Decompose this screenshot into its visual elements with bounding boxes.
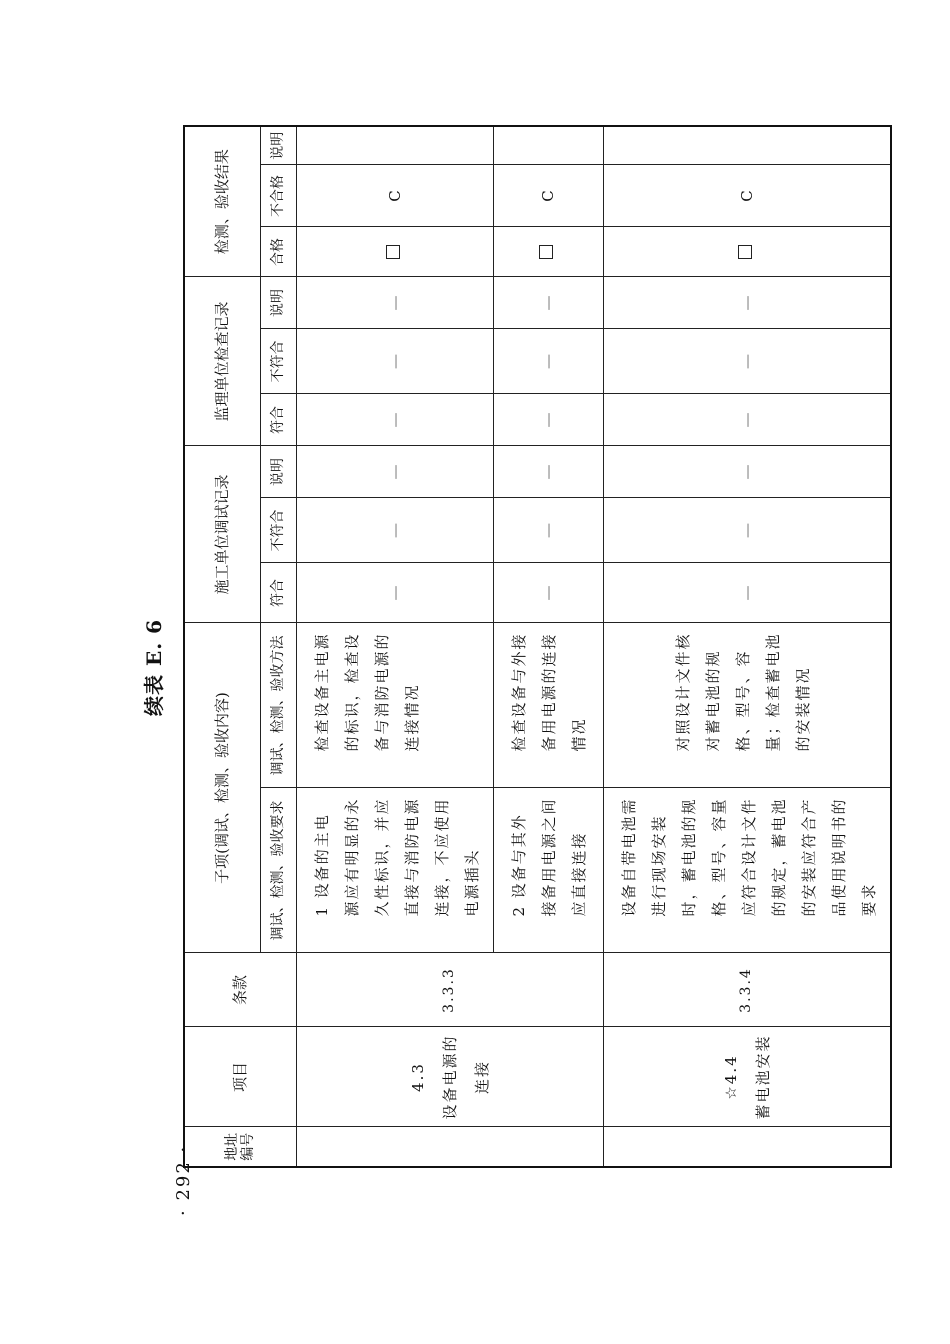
clause-cell: 3.3.3 (296, 953, 603, 1027)
requirement-cell (296, 788, 493, 953)
method-cell (296, 623, 493, 788)
dash-mark: — (296, 563, 493, 623)
dash-mark: — (493, 277, 603, 329)
dash-mark: — (493, 394, 603, 446)
qualified-checkbox[interactable] (296, 227, 493, 277)
dash-mark: — (603, 277, 891, 329)
table-row (603, 126, 891, 1167)
contractor-note-header: 说明 (260, 446, 296, 498)
unqualified-mark[interactable]: C (603, 165, 891, 227)
result-note-header: 说明 (260, 126, 296, 165)
requirement-text: 2 设备与其外接备用电源之间应直接连接 (509, 797, 588, 917)
method-text: 检查设备主电源的标识，检查设备与消防电源的连接情况 (312, 632, 421, 752)
requirement-cell (493, 788, 603, 953)
dash-mark: — (296, 277, 493, 329)
result-note-cell (296, 126, 493, 165)
project-name: 设备电源的连接 (440, 1034, 491, 1120)
project-cell (296, 1027, 603, 1127)
table-caption: 续表 E. 6 (142, 618, 166, 716)
header-address-code: 地址编号 (184, 1127, 296, 1167)
address-cell (603, 1127, 891, 1167)
dash-mark: — (603, 394, 891, 446)
project-number: ☆4.4 (721, 1054, 740, 1100)
header-subitem: 子项(调试、检测、验收内容) (184, 623, 260, 953)
dash-mark: — (296, 498, 493, 563)
checkbox-icon (738, 245, 752, 259)
page-number: · 292 · (173, 1144, 194, 1216)
header-requirement: 调试、检测、验收要求 (260, 788, 296, 953)
dash-mark: — (493, 446, 603, 498)
result-qualified-header: 合格 (260, 227, 296, 277)
qualified-checkbox[interactable] (493, 227, 603, 277)
method-cell (603, 623, 891, 788)
requirement-text: 设备自带电池需进行现场安装时，蓄电池的规格、型号、容量应符合设计文件的规定，蓄电池的安装应符合产品使用说明书的要求 (619, 797, 878, 917)
checkbox-icon (539, 245, 553, 259)
dash-mark: — (603, 329, 891, 394)
dash-mark: — (603, 563, 891, 623)
requirement-text: 1 设备的主电源应有明显的永久性标识，并应直接与消防电源连接，不应使用电源插头 (312, 797, 481, 917)
checkbox-icon (386, 245, 400, 259)
header-contractor: 施工单位调试记录 (184, 446, 260, 623)
acceptance-table (183, 125, 892, 1168)
method-text: 对照设计文件核对蓄电池的规格、型号、容量；检查蓄电池的安装情况 (673, 632, 812, 752)
supervisor-conform-header: 符合 (260, 394, 296, 446)
header-method: 调试、检测、验收方法 (260, 623, 296, 788)
dash-mark: — (493, 498, 603, 563)
requirement-cell (603, 788, 891, 953)
result-note-cell (603, 126, 891, 165)
unqualified-mark[interactable]: C (296, 165, 493, 227)
dash-mark: — (296, 394, 493, 446)
table-row (296, 126, 493, 1167)
unqualified-mark[interactable]: C (493, 165, 603, 227)
contractor-conform-header: 符合 (260, 563, 296, 623)
address-cell (296, 1127, 603, 1167)
header-supervisor: 监理单位检查记录 (184, 277, 260, 446)
dash-mark: — (493, 563, 603, 623)
dash-mark: — (603, 446, 891, 498)
dash-mark: — (296, 446, 493, 498)
header-clause: 条款 (184, 953, 296, 1027)
result-note-cell (493, 126, 603, 165)
header-item: 项目 (184, 1027, 296, 1127)
dash-mark: — (493, 329, 603, 394)
project-cell (603, 1027, 891, 1127)
header-result: 检测、验收结果 (184, 126, 260, 277)
supervisor-nonconform-header: 不符合 (260, 329, 296, 394)
method-text: 检查设备与外接备用电源的连接情况 (509, 632, 588, 752)
supervisor-note-header: 说明 (260, 277, 296, 329)
project-number: 4.3 (408, 1062, 427, 1092)
clause-cell: 3.3.4 (603, 953, 891, 1027)
result-unqualified-header: 不合格 (260, 165, 296, 227)
project-name: 蓄电池安装 (753, 1034, 772, 1120)
qualified-checkbox[interactable] (603, 227, 891, 277)
dash-mark: — (296, 329, 493, 394)
contractor-nonconform-header: 不符合 (260, 498, 296, 563)
method-cell (493, 623, 603, 788)
dash-mark: — (603, 498, 891, 563)
